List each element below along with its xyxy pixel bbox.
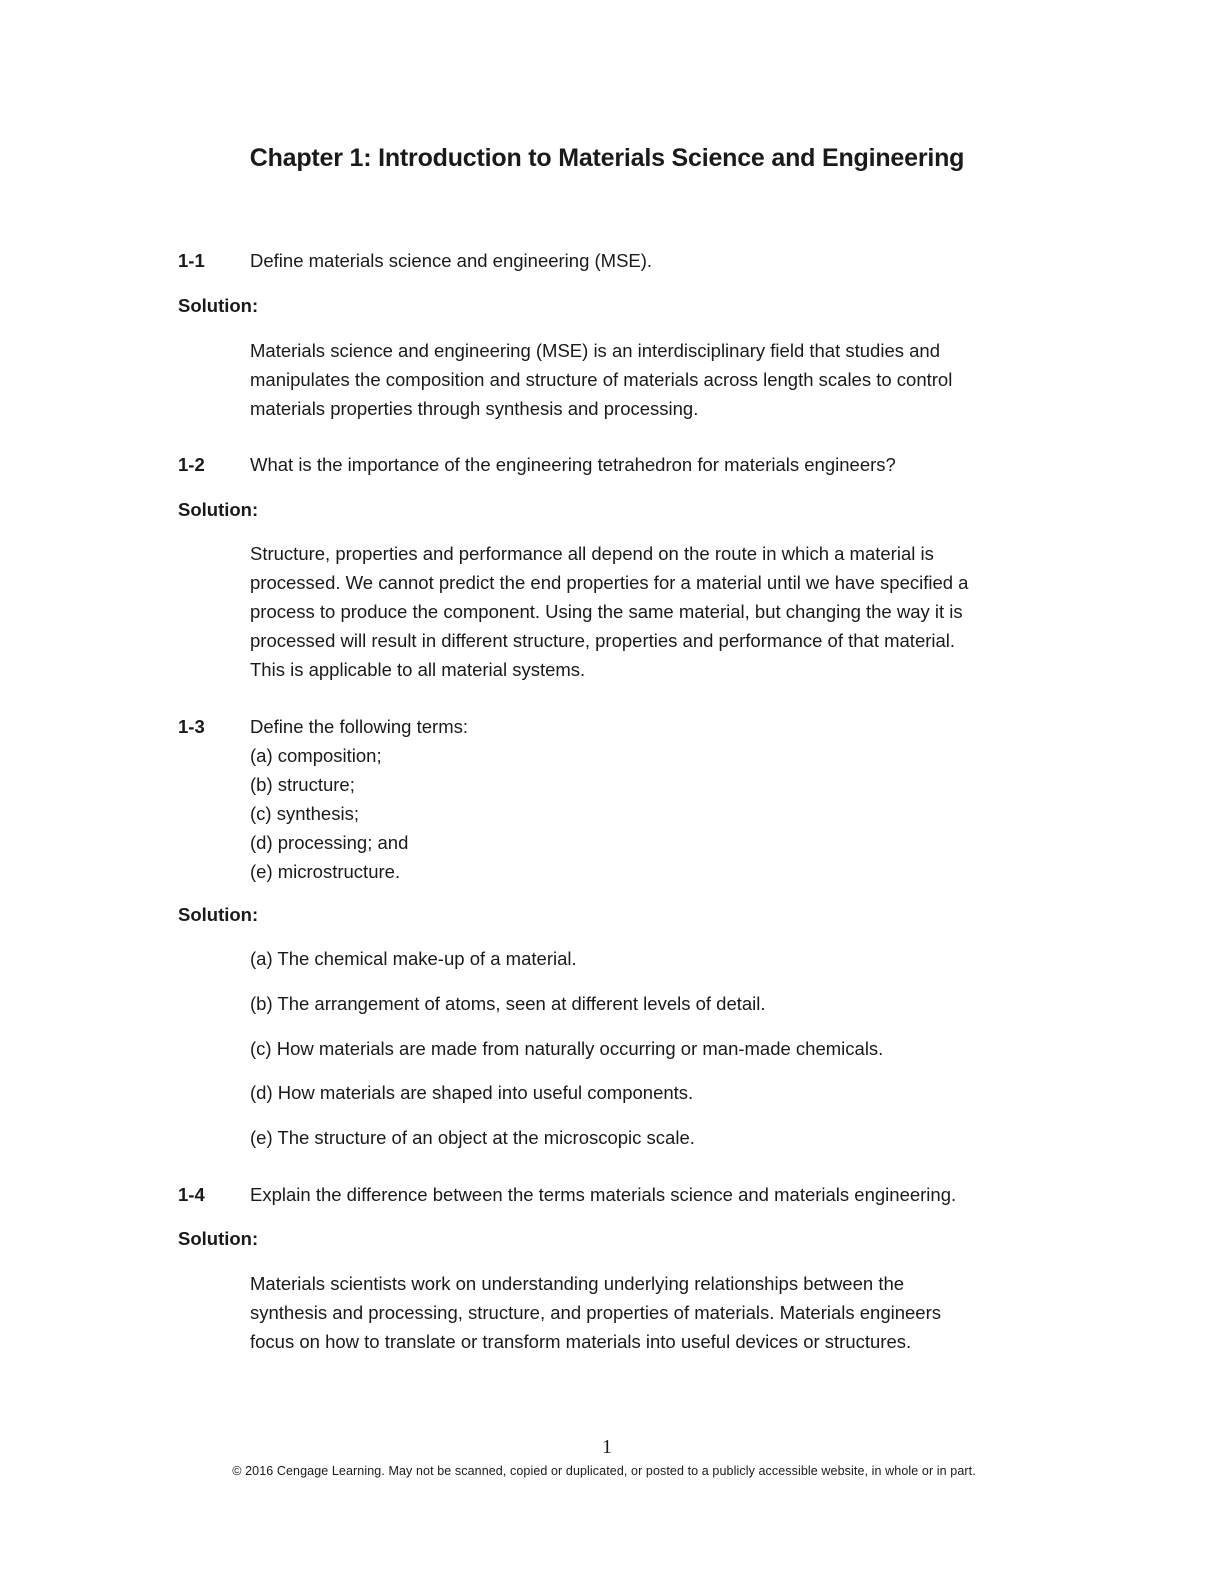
solution-label: Solution:: [178, 1228, 259, 1249]
answer-item: (d) How materials are shaped into useful components.: [250, 1082, 694, 1103]
answer-1-1: [250, 336, 1070, 423]
question-subitem: (b) structure;: [250, 774, 355, 795]
answer-line: materials properties through synthesis and processing.: [250, 398, 699, 419]
answer-item: (c) How materials are made from naturally occurring or man-made chemicals.: [250, 1038, 884, 1059]
answer-line: synthesis and processing, structure, and properties of materials. Materials engineers: [250, 1302, 942, 1323]
answer-item: (e) The structure of an object at the microscopic scale.: [250, 1127, 695, 1148]
answer-item: (a) The chemical make-up of a material.: [250, 948, 577, 969]
page-number: 1: [602, 1436, 612, 1458]
answer-line: focus on how to translate or transform materials into useful devices or structures.: [250, 1331, 912, 1352]
question-subitem: (e) microstructure.: [250, 861, 401, 882]
solution-label: Solution:: [178, 904, 259, 925]
question-text: Define the following terms:: [250, 716, 468, 737]
question-subitem: (d) processing; and: [250, 832, 409, 853]
answer-1-4: [250, 1269, 1070, 1356]
question-number: 1-2: [178, 454, 205, 475]
question-1-1: [178, 246, 1058, 275]
question-text: What is the importance of the engineering tetrahedron for materials engineers?: [250, 454, 896, 475]
solution-label: Solution:: [178, 499, 259, 520]
page-title: Chapter 1: Introduction to Materials Science and Engineering: [249, 144, 965, 172]
question-number: 1-4: [178, 1184, 205, 1205]
question-text: Define materials science and engineering (MSE).: [250, 250, 653, 271]
answer-line: processed will result in different structure, properties and performance of that material.: [250, 630, 956, 651]
answer-line: Structure, properties and performance all depend on the route in which a material is: [250, 543, 934, 564]
question-number: 1-3: [178, 716, 205, 737]
answer-line: Materials scientists work on understanding underlying relationships between the: [250, 1273, 905, 1294]
answer-line: processed. We cannot predict the end properties for a material until we have specified a: [250, 572, 969, 593]
answer-item: (b) The arrangement of atoms, seen at different levels of detail.: [250, 993, 766, 1014]
question-1-3: [178, 712, 1058, 886]
question-subitem: (c) synthesis;: [250, 803, 359, 824]
answer-1-2: [250, 539, 1070, 684]
question-1-4: [178, 1180, 1058, 1209]
question-1-2: [178, 450, 1058, 479]
question-number: 1-1: [178, 250, 205, 271]
question-text: Explain the difference between the terms materials science and materials engineering.: [250, 1184, 957, 1205]
answer-line: process to produce the component. Using the same material, but changing the way it is: [250, 601, 963, 622]
answer-line: Materials science and engineering (MSE) is an interdisciplinary field that studies and: [250, 340, 940, 361]
solution-label: Solution:: [178, 295, 259, 316]
answer-line: manipulates the composition and structure of materials across length scales to control: [250, 369, 953, 390]
answer-line: This is applicable to all material systems.: [250, 659, 586, 680]
question-subitem: (a) composition;: [250, 745, 382, 766]
copyright-notice: © 2016 Cengage Learning. May not be scanned, copied or duplicated, or posted to a publicly accessible website, in whole or in part.: [232, 1464, 976, 1478]
